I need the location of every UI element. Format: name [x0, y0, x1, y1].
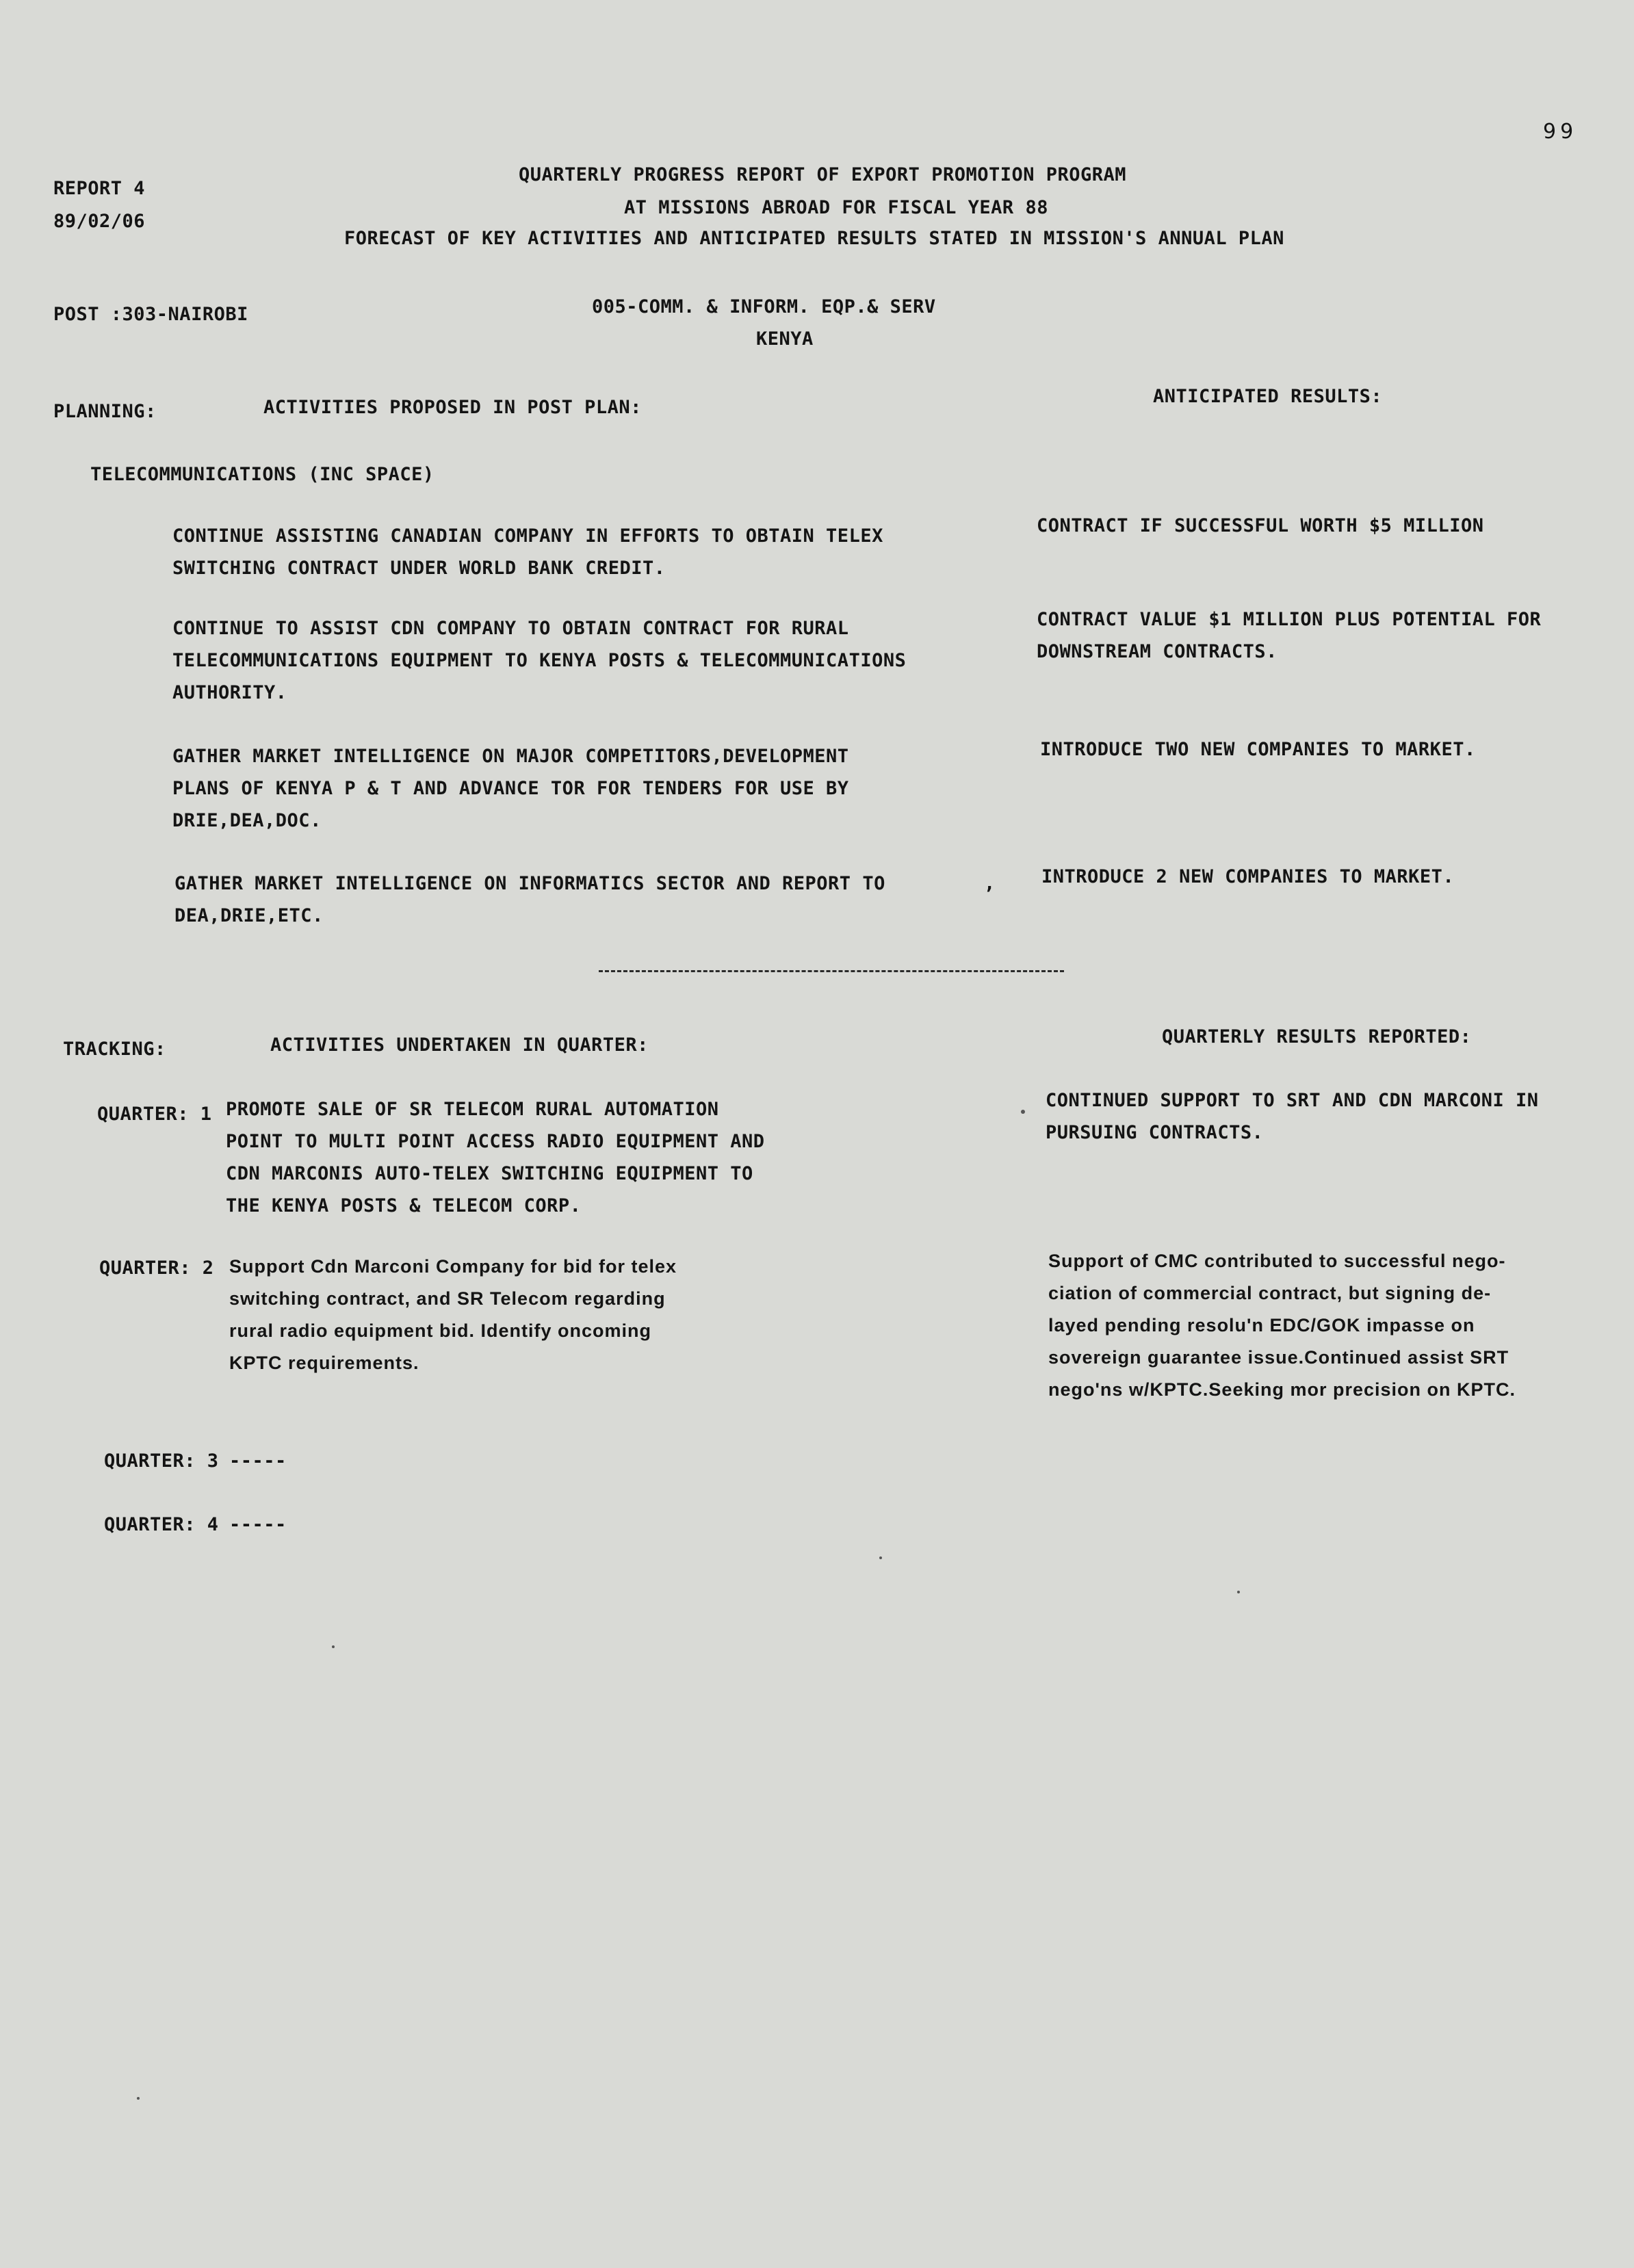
quarter-1-activity [226, 1093, 765, 1222]
activity-line: DRIE,DEA,DOC. [172, 810, 322, 831]
planning-results-heading: ANTICIPATED RESULTS: [1153, 386, 1383, 407]
scan-speck [879, 1556, 882, 1559]
scan-speck [1237, 1591, 1240, 1593]
result-line: sovereign guarantee issue.Continued assist SRT [1048, 1347, 1509, 1368]
planning-activity-3 [172, 740, 849, 837]
result-line: CONTRACT VALUE $1 MILLION PLUS POTENTIAL FOR [1037, 609, 1542, 630]
report-date: 89/02/06 [53, 211, 146, 232]
activity-line: GATHER MARKET INTELLIGENCE ON INFORMATICS SECTOR AND REPORT TO [174, 873, 885, 894]
result-line: CONTINUED SUPPORT TO SRT AND CDN MARCONI IN [1046, 1090, 1539, 1111]
result-line: INTRODUCE 2 NEW COMPANIES TO MARKET. [1041, 866, 1455, 887]
result-line: Support of CMC contributed to successful nego- [1048, 1251, 1506, 1271]
activity-line: POINT TO MULTI POINT ACCESS RADIO EQUIPMENT AND [226, 1131, 765, 1152]
planning-result-3 [1040, 733, 1476, 766]
quarter-1-label: QUARTER: 1 [97, 1104, 212, 1125]
tracking-label: TRACKING: [63, 1039, 166, 1060]
activity-line: KPTC requirements. [229, 1353, 419, 1373]
quarter-2-activity [229, 1251, 677, 1379]
report-title-line2: AT MISSIONS ABROAD FOR FISCAL YEAR 88 [624, 197, 1048, 218]
activity-line: PROMOTE SALE OF SR TELECOM RURAL AUTOMATION [226, 1099, 719, 1120]
result-line: CONTRACT IF SUCCESSFUL WORTH $5 MILLION [1037, 515, 1484, 536]
quarter-2-label: QUARTER: 2 [99, 1257, 214, 1279]
result-line: INTRODUCE TWO NEW COMPANIES TO MARKET. [1040, 739, 1476, 760]
quarter-3-label: QUARTER: 3 [104, 1450, 219, 1472]
scan-speck [137, 2097, 140, 2100]
quarter-3-activity: ----- [229, 1450, 287, 1472]
activity-line: TELECOMMUNICATIONS EQUIPMENT TO KENYA POSTS & TELECOMMUNICATIONS [172, 650, 907, 671]
activity-line: DEA,DRIE,ETC. [174, 905, 324, 926]
tracking-results-heading: QUARTERLY RESULTS REPORTED: [1162, 1026, 1472, 1047]
activity-line: switching contract, and SR Telecom regarding [229, 1288, 666, 1309]
planning-activity-1 [172, 520, 883, 584]
post-label: POST :303-NAIROBI [53, 304, 248, 325]
activity-line: PLANS OF KENYA P & T AND ADVANCE TOR FOR TENDERS FOR USE BY [172, 778, 849, 799]
activity-line: CONTINUE ASSISTING CANADIAN COMPANY IN EFFORTS TO OBTAIN TELEX [172, 525, 883, 547]
planning-result-1 [1037, 510, 1483, 542]
quarter-4-activity: ----- [229, 1514, 287, 1535]
ink-dot [1021, 1110, 1025, 1114]
result-line: DOWNSTREAM CONTRACTS. [1037, 641, 1278, 662]
result-line: nego'ns w/KPTC.Seeking mor precision on KPTC. [1048, 1379, 1516, 1400]
page-number: 99 [1543, 120, 1578, 144]
report-title-line3: FORECAST OF KEY ACTIVITIES AND ANTICIPATED RESULTS STATED IN MISSION'S ANNUAL PLAN [344, 228, 1284, 249]
planning-activity-2 [172, 612, 906, 709]
activity-line: THE KENYA POSTS & TELECOM CORP. [226, 1195, 582, 1216]
planning-result-4 [1041, 861, 1454, 893]
subsector-heading: TELECOMMUNICATIONS (INC SPACE) [90, 464, 435, 485]
report-number: REPORT 4 [53, 178, 146, 199]
result-line: ciation of commercial contract, but signing de- [1048, 1283, 1492, 1303]
planning-activity-4 [174, 868, 885, 932]
quarter-2-result [1048, 1245, 1516, 1406]
stray-comma: , [984, 873, 996, 894]
sector-label: 005-COMM. & INFORM. EQP.& SERV [592, 296, 936, 317]
activity-line: CDN MARCONIS AUTO-TELEX SWITCHING EQUIPMENT TO [226, 1163, 753, 1184]
scan-speck [332, 1645, 335, 1648]
activity-line: AUTHORITY. [172, 682, 287, 703]
activity-line: rural radio equipment bid. Identify oncoming [229, 1320, 652, 1341]
planning-result-2 [1037, 603, 1541, 668]
result-line: PURSUING CONTRACTS. [1046, 1122, 1264, 1143]
activity-line: CONTINUE TO ASSIST CDN COMPANY TO OBTAIN CONTRACT FOR RURAL [172, 618, 849, 639]
report-title-line1: QUARTERLY PROGRESS REPORT OF EXPORT PROMOTION PROGRAM [519, 164, 1127, 185]
planning-label: PLANNING: [53, 401, 157, 422]
quarter-1-result [1046, 1084, 1538, 1149]
tracking-activities-heading: ACTIVITIES UNDERTAKEN IN QUARTER: [270, 1034, 649, 1056]
quarter-4-label: QUARTER: 4 [104, 1514, 219, 1535]
activity-line: SWITCHING CONTRACT UNDER WORLD BANK CREDIT. [172, 558, 666, 579]
result-line: layed pending resolu'n EDC/GOK impasse on [1048, 1315, 1475, 1335]
activity-line: GATHER MARKET INTELLIGENCE ON MAJOR COMPETITORS,DEVELOPMENT [172, 746, 849, 767]
activity-line: Support Cdn Marconi Company for bid for telex [229, 1256, 677, 1277]
section-divider [599, 970, 1064, 972]
planning-activities-heading: ACTIVITIES PROPOSED IN POST PLAN: [263, 397, 642, 418]
country-label: KENYA [756, 328, 814, 350]
